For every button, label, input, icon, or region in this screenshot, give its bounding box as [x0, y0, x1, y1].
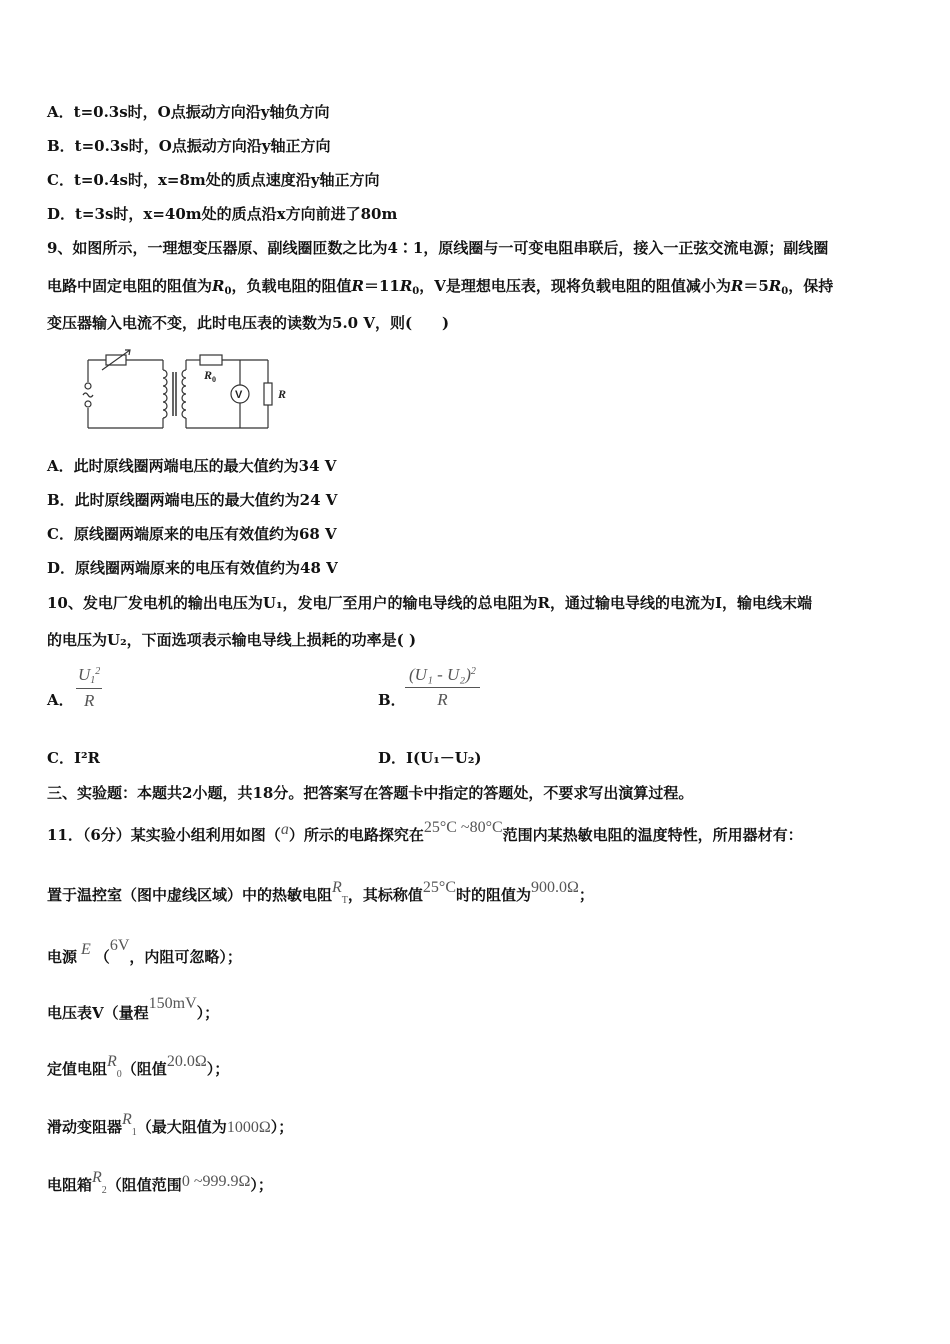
- q10-stem-line2: 的电压为U₂，下面选项表示输电导线上损耗的功率是( ): [47, 631, 417, 649]
- q9-option-b: B．此时原线圈两端电压的最大值约为24 V: [47, 491, 338, 509]
- label-r0: R: [204, 368, 213, 382]
- q9-option-d: D．原线圈两端原来的电压有效值约为48 V: [47, 559, 338, 577]
- q10-option-b-fraction: $\frac{(U_1 - U_2)^2}{R}$: [405, 665, 480, 710]
- label-v: V: [235, 389, 243, 401]
- q9-stem-line2: 电路中固定电阻的阻值为$R_0$，负载电阻的阻值$R=11R_0$，V是理想电压表，现将负载电阻的阻值减小为$R=5R_0$，保持: [47, 277, 834, 297]
- q10-option-c: C．I²R: [47, 749, 101, 767]
- q8-option-c: C．t=0.4s时，x=8m处的质点速度沿y轴正方向: [47, 171, 380, 189]
- q11-voltmeter-line: 电压表V（量程150mV）；: [47, 995, 220, 1022]
- q10-option-a-fraction: $\frac{U_1^2}{R}$: [78, 665, 101, 710]
- q9-stem-line1: 9、如图所示，一理想变压器原、副线圈匝数之比为4∶1，原线圈与一可变电阻串联后，接入一正弦交流电源；副线圈: [47, 239, 829, 257]
- q8-option-a: A．t=0.3s时，O点振动方向沿y轴负方向: [47, 103, 330, 121]
- ac-source-terminal-top: [85, 383, 91, 389]
- ac-source-icon: [83, 393, 93, 397]
- q8-option-b: B．t=0.3s时，O点振动方向沿y轴正方向: [47, 137, 331, 155]
- q11-rheostat-line: 滑动变阻器$R_1$（最大阻值为1000Ω）；: [47, 1111, 294, 1138]
- q9-option-a: A．此时原线圈两端电压的最大值约为34 V: [47, 457, 337, 475]
- label-r: R: [278, 387, 287, 401]
- q10-option-d: D．I(U₁－U₂): [378, 749, 482, 767]
- q11-thermistor-line: 置于温控室（图中虚线区域）中的热敏电阻$R_T$，其标称值25°C时的阻值为900.0Ω；: [47, 879, 594, 906]
- q11-line1: 11．（6分）某实验小组利用如图（a）所示的电路探究在25°C ~80°C范围内某热敏电阻的温度特性，所用器材有：: [47, 819, 803, 844]
- resistor-r0-icon: [200, 355, 222, 365]
- q11-source-line: 电源 E （6V，内阻可忽略）；: [47, 937, 242, 966]
- ac-source-terminal-bottom: [85, 401, 91, 407]
- q8-option-d: D．t=3s时，x=40m处的质点沿x方向前进了80m: [47, 205, 398, 223]
- secondary-coil-icon: [182, 370, 186, 418]
- section-3-heading: 三、实验题：本题共2小题，共18分。把答案写在答题卡中指定的答题处，不要求写出演算过程。: [47, 784, 694, 802]
- q11-resistance-box-line: 电阻箱$R_2$（阻值范围0 ~999.9Ω）；: [47, 1169, 273, 1196]
- load-resistor-r-icon: [264, 383, 272, 405]
- q10-option-a-label: A．: [47, 691, 74, 709]
- q9-stem-line3: 变压器输入电流不变，此时电压表的读数为5.0 V，则( ): [47, 314, 450, 332]
- q10-stem-line1: 10、发电厂发电机的输出电压为U₁，发电厂至用户的输电导线的总电阻为R，通过输电导线的电流为I，输电线末端: [47, 594, 813, 612]
- primary-coil-icon: [163, 370, 167, 418]
- q10-option-b-label: B．: [378, 691, 406, 709]
- q9-option-c: C．原线圈两端原来的电压有效值约为68 V: [47, 525, 337, 543]
- q11-fixed-resistor-line: 定值电阻$R_0$（阻值20.0Ω）；: [47, 1053, 230, 1080]
- transformer-circuit-diagram: [78, 348, 298, 438]
- label-r0-sub: 0: [212, 375, 216, 384]
